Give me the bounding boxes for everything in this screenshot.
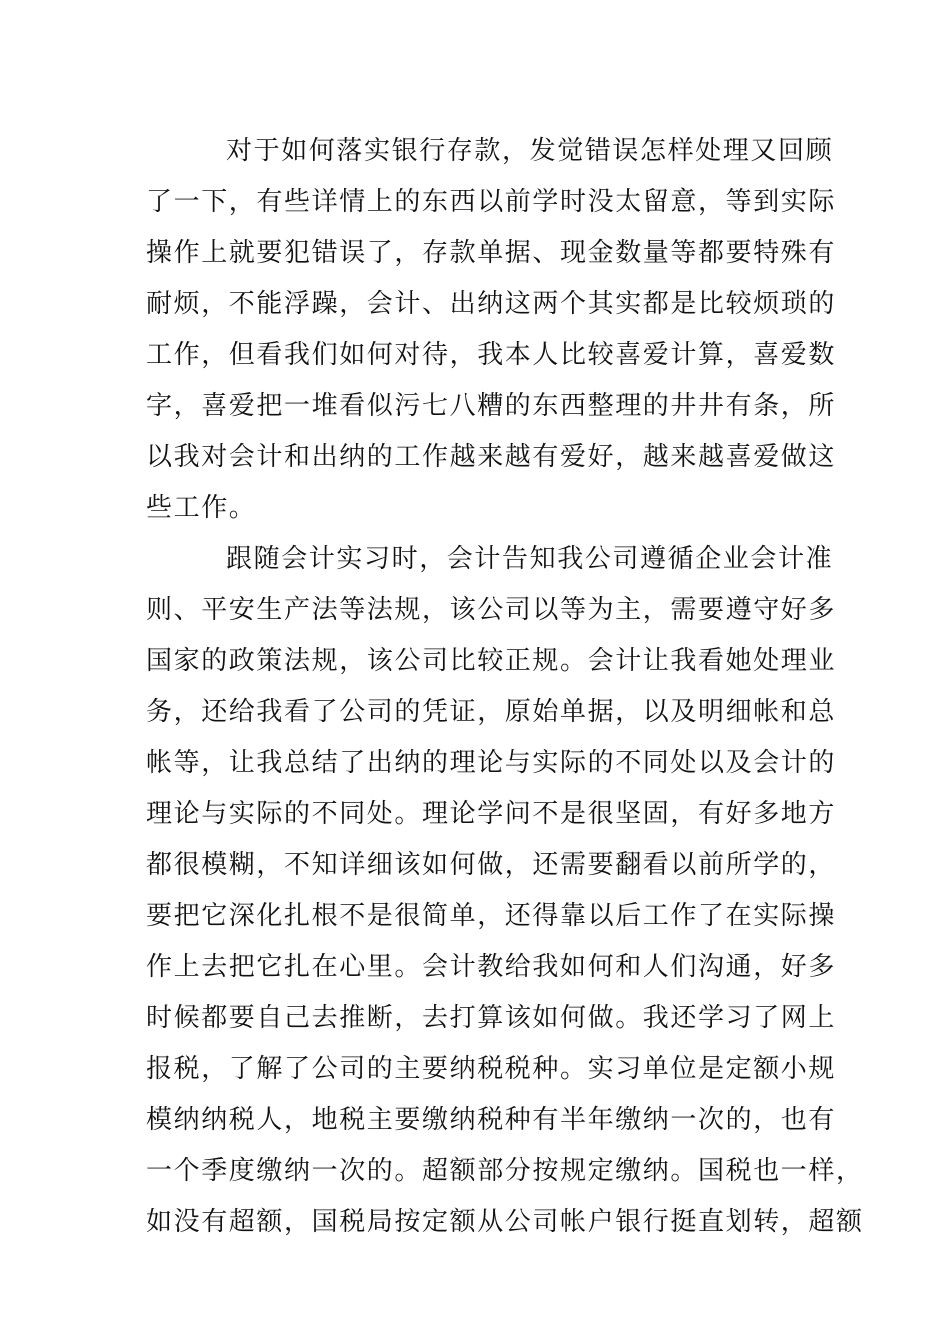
text-line: 如没有超额，国税局按定额从公司帐户银行挺直划转，超额	[146, 1207, 864, 1237]
text-line: 些工作。	[146, 493, 257, 523]
text-line: 了一下，有些详情上的东西以前学时没太留意，等到实际	[146, 187, 837, 217]
text-line: 则、平安生产法等法规，该公司以等为主，需要遵守好多	[146, 595, 837, 625]
text-line: 国家的政策法规，该公司比较正规。会计让我看她处理业	[146, 646, 837, 676]
text-line: 一个季度缴纳一次的。超额部分按规定缴纳。国税也一样，	[146, 1156, 864, 1186]
document-page	[146, 126, 864, 1248]
text-line: 报税，了解了公司的主要纳税税种。实习单位是定额小规	[146, 1054, 837, 1084]
text-line: 工作，但看我们如何对待，我本人比较喜爱计算，喜爱数	[146, 340, 837, 370]
text-line: 字，喜爱把一堆看似污七八糟的东西整理的井井有条，所	[146, 391, 837, 421]
text-line: 模纳纳税人，地税主要缴纳税种有半年缴纳一次的，也有	[146, 1105, 837, 1135]
text-line: 时候都要自己去推断，去打算该如何做。我还学习了网上	[146, 1003, 837, 1033]
text-line: 都很模糊，不知详细该如何做，还需要翻看以前所学的，	[146, 850, 837, 880]
paragraph-2	[146, 534, 864, 1248]
text-line: 理论与实际的不同处。理论学问不是很坚固，有好多地方	[146, 799, 837, 829]
text-line: 作上去把它扎在心里。会计教给我如何和人们沟通，好多	[146, 952, 837, 982]
paragraph-1	[146, 126, 837, 534]
text-line: 务，还给我看了公司的凭证，原始单据，以及明细帐和总	[146, 697, 837, 727]
text-line: 对于如何落实银行存款，发觉错误怎样处理又回顾	[226, 136, 834, 166]
text-line: 以我对会计和出纳的工作越来越有爱好，越来越喜爱做这	[146, 442, 837, 472]
text-line: 帐等，让我总结了出纳的理论与实际的不同处以及会计的	[146, 748, 837, 778]
text-line: 耐烦，不能浮躁，会计、出纳这两个其实都是比较烦琐的	[146, 289, 837, 319]
text-line: 操作上就要犯错误了，存款单据、现金数量等都要特殊有	[146, 238, 837, 268]
text-line: 跟随会计实习时，会计告知我公司遵循企业会计准	[226, 544, 834, 574]
text-line: 要把它深化扎根不是很简单，还得靠以后工作了在实际操	[146, 901, 837, 931]
